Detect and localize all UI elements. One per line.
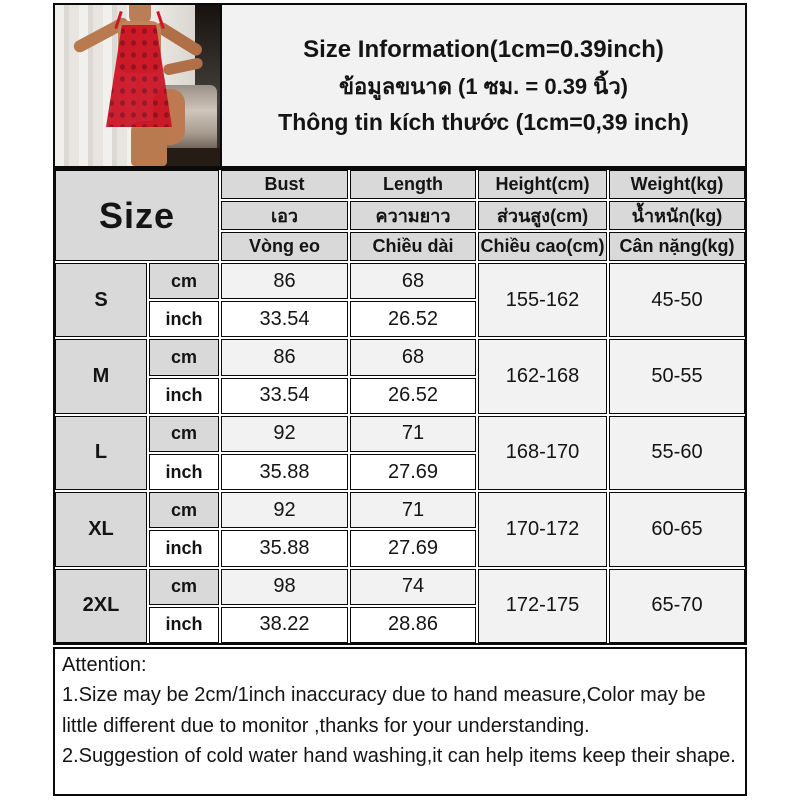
title-thai: ข้อมูลขนาด (1 ซม. = 0.39 นิ้ว) (338, 73, 628, 99)
weight-L: 55-60 (609, 416, 745, 490)
bust-inch-L: 35.88 (221, 454, 348, 490)
attention-note-1: 1.Size may be 2cm/1inch inaccuracy due to hand measure,Color may be little different due to monitor ,thanks for your understanding. (62, 684, 706, 737)
unit-cm-S: cm (149, 263, 219, 299)
length-inch-S: 26.52 (350, 301, 476, 337)
bust-cm-M: 86 (221, 339, 348, 375)
length-inch-M: 26.52 (350, 378, 476, 414)
row-size-M: M (55, 339, 147, 413)
col-header-vi-1: Vòng eo (221, 232, 348, 261)
length-inch-2XL: 28.86 (350, 607, 476, 643)
length-cm-2XL: 74 (350, 569, 476, 605)
height-2XL: 172-175 (478, 569, 607, 643)
unit-cm-L: cm (149, 416, 219, 452)
col-header-en-4: Weight(kg) (609, 170, 745, 199)
unit-inch-XL: inch (149, 530, 219, 566)
unit-inch-L: inch (149, 454, 219, 490)
bust-cm-XL: 92 (221, 492, 348, 528)
bust-cm-2XL: 98 (221, 569, 348, 605)
title-box (220, 3, 747, 168)
length-inch-XL: 27.69 (350, 530, 476, 566)
unit-cm-M: cm (149, 339, 219, 375)
weight-XL: 60-65 (609, 492, 745, 566)
bust-cm-L: 92 (221, 416, 348, 452)
bust-inch-2XL: 38.22 (221, 607, 348, 643)
length-cm-XL: 71 (350, 492, 476, 528)
height-M: 162-168 (478, 339, 607, 413)
photo-model-legs (131, 121, 167, 166)
col-header-en-3: Height(cm) (478, 170, 607, 199)
col-header-vi-4: Cân nặng(kg) (609, 232, 745, 261)
row-size-S: S (55, 263, 147, 337)
col-header-vi-3: Chiều cao(cm) (478, 232, 607, 261)
title-vietnamese: Thông tin kích thước (1cm=0,39 inch) (278, 108, 689, 135)
col-header-vi-2: Chiều dài (350, 232, 476, 261)
col-header-en-1: Bust (221, 170, 348, 199)
col-header-th-4: น้ำหนัก(kg) (609, 201, 745, 230)
height-S: 155-162 (478, 263, 607, 337)
product-photo (53, 3, 222, 168)
unit-cm-2XL: cm (149, 569, 219, 605)
row-size-2XL: 2XL (55, 569, 147, 643)
length-cm-M: 68 (350, 339, 476, 375)
unit-inch-S: inch (149, 301, 219, 337)
bust-inch-XL: 35.88 (221, 530, 348, 566)
height-XL: 170-172 (478, 492, 607, 566)
weight-S: 45-50 (609, 263, 745, 337)
bust-cm-S: 86 (221, 263, 348, 299)
bust-inch-S: 33.54 (221, 301, 348, 337)
length-cm-S: 68 (350, 263, 476, 299)
size-header-cell: Size (55, 170, 219, 261)
length-inch-L: 27.69 (350, 454, 476, 490)
col-header-th-1: เอว (221, 201, 348, 230)
title-english: Size Information(1cm=0.39inch) (303, 35, 664, 63)
length-cm-L: 71 (350, 416, 476, 452)
unit-inch-2XL: inch (149, 607, 219, 643)
unit-inch-M: inch (149, 378, 219, 414)
attention-heading: Attention: (62, 654, 147, 676)
bust-inch-M: 33.54 (221, 378, 348, 414)
row-size-L: L (55, 416, 147, 490)
col-header-en-2: Length (350, 170, 476, 199)
attention-box (53, 647, 747, 796)
height-L: 168-170 (478, 416, 607, 490)
attention-note-2: 2.Suggestion of cold water hand washing,it can help items keep their shape. (62, 745, 736, 768)
unit-cm-XL: cm (149, 492, 219, 528)
row-size-XL: XL (55, 492, 147, 566)
weight-2XL: 65-70 (609, 569, 745, 643)
col-header-th-2: ความยาว (350, 201, 476, 230)
weight-M: 50-55 (609, 339, 745, 413)
col-header-th-3: ส่วนสูง(cm) (478, 201, 607, 230)
size-table (53, 168, 747, 645)
